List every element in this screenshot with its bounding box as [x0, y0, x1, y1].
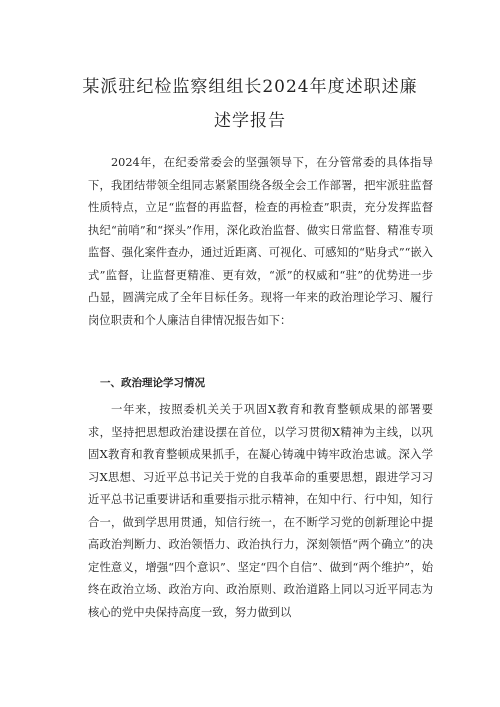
section-heading: 一、政治理论学习情况	[100, 377, 205, 389]
intro-paragraph: 2024年，在纪委常委会的坚强领导下，在分管常委的具体指导下，我团结带领全组同志紧紧围绕各级全会工作部署，把牢派驻监督性质特点，立足“监督的再监督，检查的再检查”职责，充分发挥监督执纪“前哨”和“探头”作用，深化政治监督、做实日常监督、精准专项监督、强化案件查办，通过近距离、可视化、可感知的“贴身式”“嵌入式”监督，让监督更精准、更有效，“派”的权威和“驻”的优势进一步凸显，圆满完成了全年目标任务。现将一年来的政治理论学习、履行岗位职责和个人廉洁自律情况报告如下：	[88, 156, 433, 327]
section-paragraph: 一年来，按照委机关关于巩固X教育和教育整顿成果的部署要求，坚持把思想政治建设摆在首位，以学习贯彻X精神为主线，以巩固X教育和教育整顿成果抓手，在凝心铸魂中铸牢政治忠诚。深入学习X思想、习近平总书记关于党的自我革命的重要思想，跟进学习习近平总书记重要讲话和重要指示批示精神，在知中行、行中知，知行合一，做到学思用贯通，知信行统一，在不断学习党的创新理论中提高政治判断力、政治领悟力、政治执行力，深刻领悟“两个确立”的决定性意义，增强“四个意识”、坚定“四个自信”、做到“两个维护”，始终在政治立场、政治方向、政治原则、政治道路上同以习近平同志为核心的党中央保持高度一致，努力做到以	[88, 403, 433, 619]
document-title-line-1: 某派驻纪检监察组组长2024年度述职述廉	[82, 77, 418, 97]
document-title-line-2: 述学报告	[214, 111, 286, 131]
